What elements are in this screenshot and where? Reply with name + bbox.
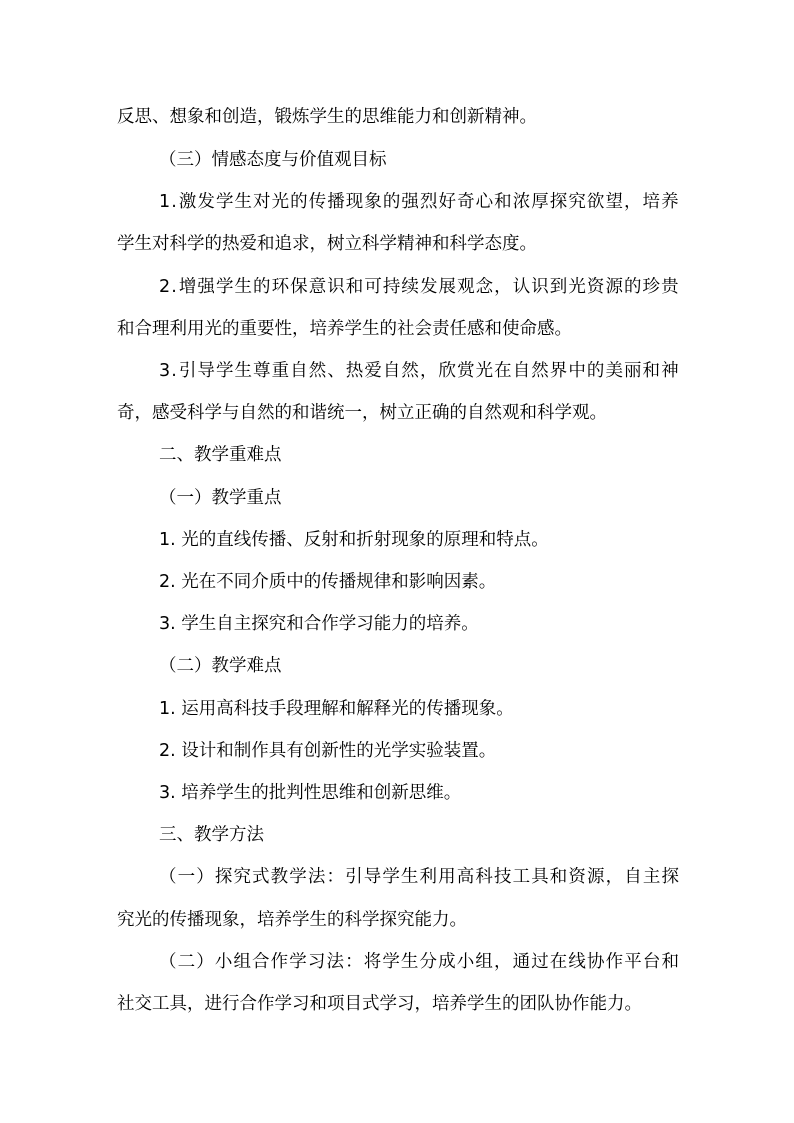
paragraph-line: （ 一 ） 探 究 式 教 学 法 ： 引 导 学 生 利 用 高 科 技 工 具 和 资 源 ， 自 主 探 <box>159 867 679 887</box>
paragraph-line: 反思、想象和创造，锻炼学生的思维能力和创新精神。 <box>117 107 537 127</box>
paragraph-line: 和合理利用光的重要性，培养学生的社会责任感和使命感。 <box>117 319 572 339</box>
section-heading: 三、教学方法 <box>159 825 264 845</box>
paragraph-line: 奇，感受科学与自然的和谐统一，树立正确的自然观和科学观。 <box>117 403 607 423</box>
section-heading: （三）情感态度与价值观目标 <box>159 150 387 170</box>
paragraph-line: 学生对科学的热爱和追求，树立科学精神和科学态度。 <box>117 234 537 254</box>
list-item: 2. 光在不同介质中的传播规律和影响因素。 <box>159 572 497 592</box>
section-heading: 二、教学重难点 <box>159 445 282 465</box>
paragraph-line: 究光的传播现象，培养学生的科学探究能力。 <box>117 910 467 930</box>
section-heading: （一）教学重点 <box>159 488 282 508</box>
paragraph-line: 社交工具，进行合作学习和项目式学习，培养学生的团队协作能力。 <box>117 994 642 1014</box>
paragraph-line: 1 . 激 发 学 生 对 光 的 传 播 现 象 的 强 烈 好 奇 心 和 浓 厚 探 究 欲 望 ， 培 养 <box>159 192 679 212</box>
paragraph-line: 2 . 增 强 学 生 的 环 保 意 识 和 可 持 续 发 展 观 念 ， 认 识 到 光 资 源 的 珍 贵 <box>159 277 679 297</box>
list-item: 1. 光的直线传播、反射和折射现象的原理和特点。 <box>159 530 549 550</box>
paragraph-line: 3 . 引 导 学 生 尊 重 自 然 、 热 爱 自 然 ， 欣 赏 光 在 自 然 界 中 的 美 丽 和 神 <box>159 361 679 381</box>
list-item: 3. 学生自主探究和合作学习能力的培养。 <box>159 614 479 634</box>
paragraph-line: （ 二 ） 小 组 合 作 学 习 法 ： 将 学 生 分 成 小 组 ， 通 过 在 线 协 作 平 台 和 <box>159 952 679 972</box>
list-item: 2. 设计和制作具有创新性的光学实验装置。 <box>159 741 497 761</box>
list-item: 1. 运用高科技手段理解和解释光的传播现象。 <box>159 699 514 719</box>
list-item: 3. 培养学生的批判性思维和创新思维。 <box>159 783 462 803</box>
section-heading: （二）教学难点 <box>159 656 282 676</box>
